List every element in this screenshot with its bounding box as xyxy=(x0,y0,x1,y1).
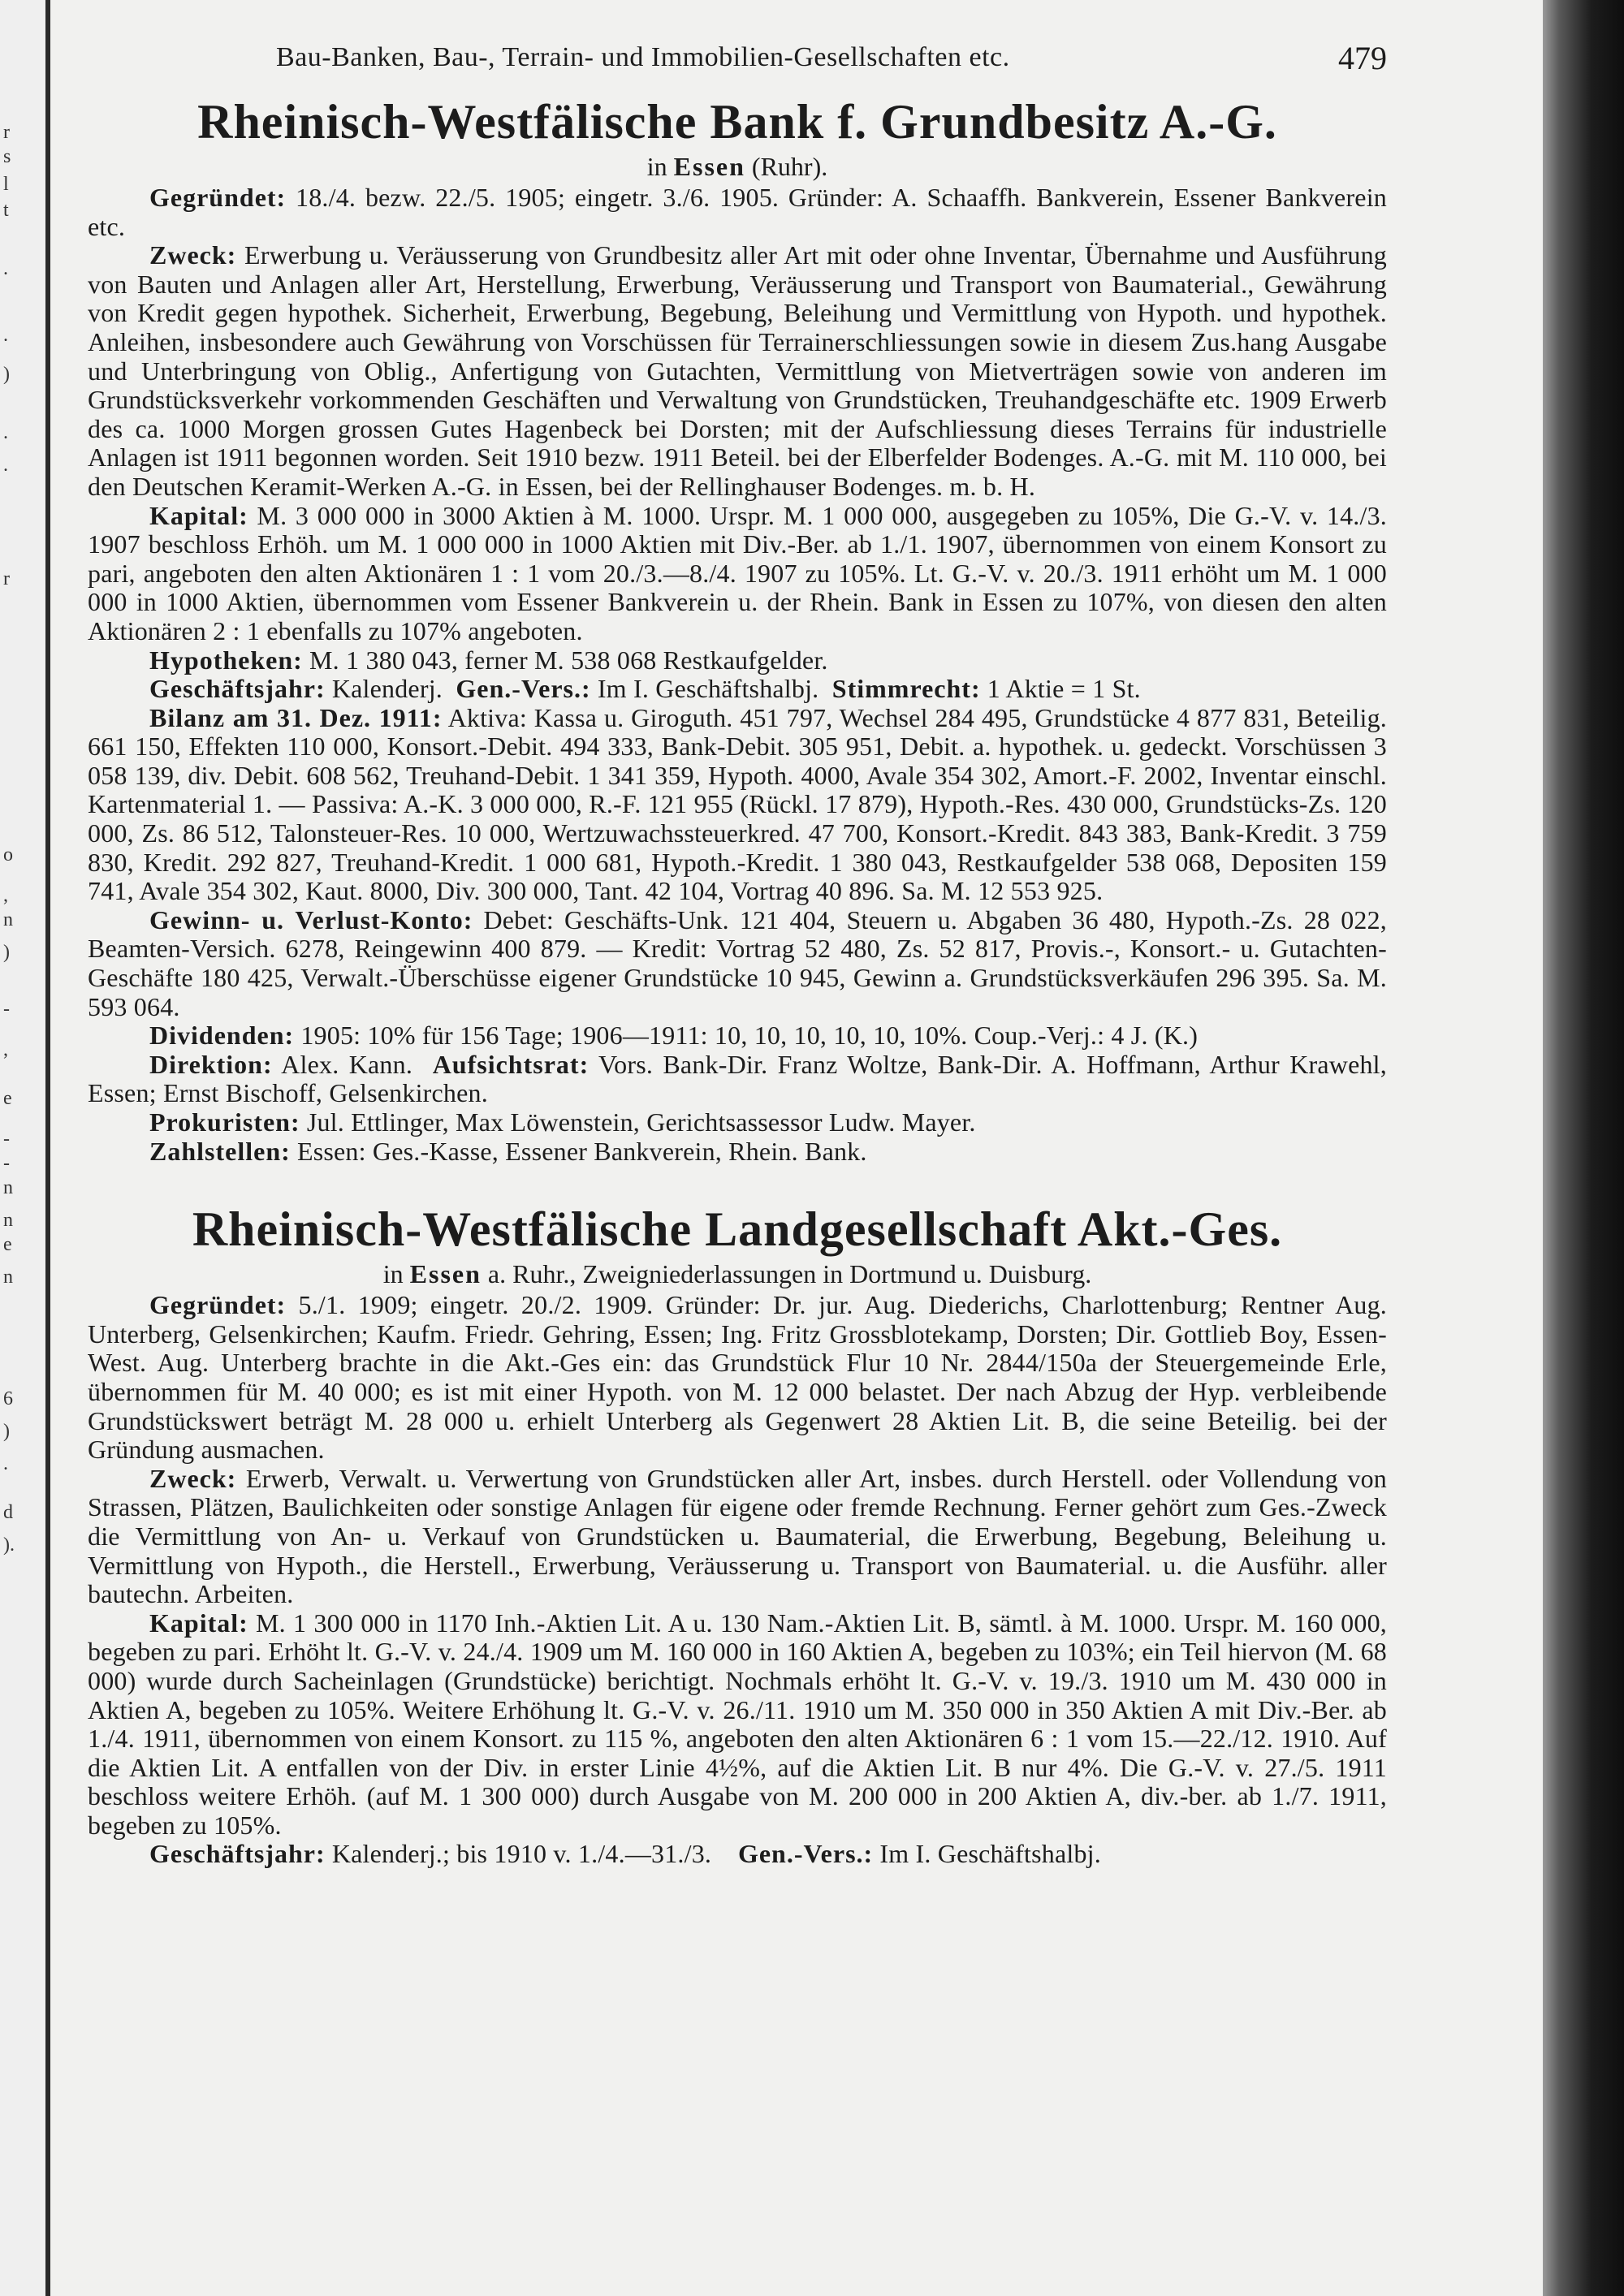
entry-text: M. 3 000 000 in 3000 Aktien à M. 1000. Urspr. M. 1 000 000, ausgegeben zu 105%, Die G.-V. v. 14./3. 1907 beschloss Erhöh. um M. 1 000 000 in 1000 Aktien mit Div.-Ber. ab 1./1. 1907, übernommen von einem Konsort zu pari, angeboten den alten Aktionären 1 : 1 vom 20./3.—8./4. 1907 zu 105%. Lt. G.-V. v. 20./3. 1911 erhöht um M. 1 000 000 in 1000 Aktien, übernommen vom Essener Bankverein u. der Rhein. Bank in Essen zu 107%, von diesen den alten Aktionären 2 : 1 ebenfalls zu 107% angeboten. xyxy=(88,500,1387,645)
entry-text: M. 1 300 000 in 1170 Inh.-Aktien Lit. A u. 130 Nam.-Aktien Lit. B, sämtl. à M. 1000. Urspr. M. 160 000, begeben zu pari. Erhöht lt. G.-V. v. 24./4. 1909 um M. 160 000 in 160 Aktien A, begeben zu 103%; ein Teil hiervon (M. 68 000) wurde durch Sacheinlagen (Grundstücke) berichtigt. Nochmals erhöht lt. G.-V. v. 19./3. 1910 um M. 430 000 in Aktien A, begeben zu 105%. Weitere Erhöhung lt. G.-V. v. 26./11. 1910 um M. 350 000 in 350 Aktien A mit Div.-Ber. ab 1./4. 1911, übernommen von einem Konsort. zu 115 %, angeboten den alten Aktionären 6 : 1 vom 15.—22./12. 1910. Auf die Aktien Lit. A entfallen von der Div. in erster Linie 4½%, auf die Aktien Lit. B nur 4%. Die G.-V. v. 27./5. 1911 beschloss weitere Erhöh. (auf M. 1 300 000) durch Ausgabe von M. 200 000 in 200 Aktien A, div.-ber. ab 1./7. 1911, begeben zu 105%. xyxy=(88,1608,1387,1840)
entry-text: Kalenderj. xyxy=(325,674,443,704)
entry-dividenden xyxy=(88,1021,1387,1051)
margin-fragment: , xyxy=(3,885,8,906)
entry-label: Geschäftsjahr: xyxy=(149,674,326,704)
entry-kapital xyxy=(88,502,1387,646)
entry-gewinn-verlust xyxy=(88,906,1387,1021)
margin-fragment: e xyxy=(3,1088,12,1109)
company-location xyxy=(88,1258,1387,1289)
margin-fragment: . xyxy=(3,1453,8,1474)
entry-bilanz xyxy=(88,704,1387,906)
entry-text: Aktiva: Kassa u. Giroguth. 451 797, Wechsel 284 495, Grundstücke 4 877 831, Beteilig. 661 150, Effekten 110 000, Konsort.-Debit. 494 333, Bank-Debit. 305 951, Debit. a. hypothek. u. gedeckt. Vorschüssen 3 058 139, div. Debit. 608 562, Treuhand-Debit. 1 341 359, Hypoth. 4000, Avale 354 302, Amort.-F. 2002, Inventar einschl. Kartenmaterial 1. — Passiva: A.-K. 3 000 000, R.-F. 121 955 (Rückl. 17 879), Hypoth.-Res. 430 000, Grundstücks-Zs. 120 000, Zs. 86 512, Talonsteuer-Res. 10 000, Wertzuwachssteuerkred. 47 700, Konsort.-Kredit. 843 383, Bank-Kredit. 3 759 830, Kredit. 292 827, Treuhand-Kredit. 1 000 681, Hypoth.-Kredit. 1 380 043, Restkaufgelder 538 068, Depositen 159 741, Avale 354 302, Kaut. 8000, Div. 300 000, Tant. 42 104, Vortrag 40 896. Sa. M. 12 553 925. xyxy=(88,702,1388,906)
margin-fragment: - xyxy=(3,999,10,1020)
entry-gegruendet xyxy=(88,1291,1387,1465)
margin-fragment: n xyxy=(3,1210,13,1231)
entry-text: Vors. Bank-Dir. Franz Woltze, Bank-Dir. A. Hoffmann, Arthur Krawehl, Essen; Ernst Bischoff, Gelsenkirchen. xyxy=(88,1049,1387,1108)
entry-gegruendet xyxy=(88,183,1387,241)
margin-fragment: e xyxy=(3,1234,12,1255)
entry-text: M. 1 380 043, ferner M. 538 068 Restkaufgelder. xyxy=(302,645,828,675)
margin-fragment: d xyxy=(3,1502,13,1523)
location-suffix: (Ruhr). xyxy=(745,152,828,181)
book-gutter-shadow xyxy=(1543,0,1624,2296)
entry-label: Geschäftsjahr: xyxy=(149,1839,326,1869)
entry-text: 1905: 10% für 156 Tage; 1906—1911: 10, 10, 10, 10, 10, 10%. Coup.-Verj.: 4 J. (K.) xyxy=(294,1021,1199,1051)
entry-label: Direktion: xyxy=(149,1049,273,1079)
company-entry-2 xyxy=(88,1200,1387,1869)
margin-fragment: . xyxy=(3,258,8,279)
book-page xyxy=(50,0,1543,2296)
entry-label: Kapital: xyxy=(149,1608,248,1638)
entry-direktion xyxy=(88,1051,1387,1108)
entry-label: Bilanz am 31. Dez. 1911: xyxy=(149,702,443,732)
entry-text: Erwerb, Verwalt. u. Verwertung von Grundstücken aller Art, insbes. durch Herstell. oder Vollendung von Strassen, Plätzen, Baulichkeiten oder sonstige Anlagen für eigene oder fremde Rechnung. Ferner gehört zum Ges.-Zweck die Vermittlung von An- u. Verkauf von Grundstücken u. Baumaterial, die Erwerbung, Begebung, Beleihung u. Vermittlung von Hypoth., die Herstell., Erwerbung, Veräusserung u. Transport von Baumaterial. u. die Ausführ. aller bautechn. Arbeiten. xyxy=(88,1463,1387,1609)
entry-label: Prokuristen: xyxy=(149,1107,300,1137)
location-prefix: in xyxy=(646,152,674,181)
entry-label: Zahlstellen: xyxy=(149,1136,291,1166)
company-entry-1 xyxy=(88,93,1387,1166)
entry-text: Im I. Geschäftshalbj. xyxy=(873,1839,1101,1869)
location-prefix: in xyxy=(382,1259,410,1289)
entry-text: 1 Aktie = 1 St. xyxy=(980,674,1141,704)
margin-fragment: r xyxy=(3,568,10,589)
margin-fragment: r xyxy=(3,122,10,143)
location-city: Essen xyxy=(409,1259,482,1289)
margin-fragment: l xyxy=(3,174,9,195)
entry-prokuristen xyxy=(88,1108,1387,1137)
entry-label: Gen.-Vers.: xyxy=(737,1839,874,1869)
entry-geschaeftsjahr xyxy=(88,675,1387,704)
margin-fragment: n xyxy=(3,1267,13,1288)
margin-fragment: ). xyxy=(3,1534,15,1556)
location-city: Essen xyxy=(673,152,745,181)
entry-geschaeftsjahr xyxy=(88,1840,1387,1869)
margin-fragment: ) xyxy=(3,1421,10,1442)
entry-label: Aufsichtsrat: xyxy=(432,1049,590,1079)
entry-hypotheken xyxy=(88,646,1387,675)
margin-fragment: 6 xyxy=(3,1388,13,1409)
page-content xyxy=(88,36,1387,1869)
entry-kapital xyxy=(88,1609,1387,1841)
running-head xyxy=(88,36,1387,75)
entry-text: 18./4. bezw. 22./5. 1905; eingetr. 3./6. 1905. Gründer: A. Schaaffh. Bankverein, Essener Bankverein etc. xyxy=(88,183,1387,241)
margin-fragment: . xyxy=(3,455,8,476)
entry-zweck xyxy=(88,1465,1387,1609)
entry-label: Gegründet: xyxy=(149,183,287,212)
entry-label: Zweck: xyxy=(149,1463,237,1493)
adjacent-page-margin xyxy=(0,0,50,2296)
margin-fragment: n xyxy=(3,1177,13,1198)
entry-zahlstellen xyxy=(88,1137,1387,1167)
margin-fragment: - xyxy=(3,1153,10,1174)
margin-fragment: . xyxy=(3,325,8,346)
entry-text: Im I. Geschäftshalbj. xyxy=(590,674,819,704)
entry-text: Essen: Ges.-Kasse, Essener Bankverein, Rhein. Bank. xyxy=(290,1136,867,1166)
entry-label: Gegründet: xyxy=(149,1290,287,1320)
entry-label: Dividenden: xyxy=(149,1021,295,1051)
company-title: Rheinisch-Westfälische Landgesellschaft Akt.-Ges. xyxy=(192,1202,1283,1257)
margin-fragment: ) xyxy=(3,364,10,385)
company-location xyxy=(88,151,1387,182)
running-head-title: Bau-Banken, Bau-, Terrain- und Immobilien-Gesellschaften etc. xyxy=(276,42,1010,72)
entry-text: Erwerbung u. Veräusserung von Grundbesitz aller Art mit oder ohne Inventar, Übernahme und Ausführung von Bauten und Anlagen aller Art, Herstellung, Erwerbung, Veräusserung und Transport von Baumaterial., Gewährung von Kredit gegen hypothek. Sicherheit, Erwerbung, Begebung, Beleihung und Vermittlung von Hypoth. und hypothek. Anleihen, insbesondere auch Gewährung von Vorschüssen für Terrainerschliessungen sowie in diesem Zus.hang Ausgabe und Unterbringung von Oblig., Anfertigung von Gutachten, Vermittlung von Mietverträgen sowie von anderen im Grundstücksverkehr vorkommenden Geschäften und Verwaltung von Grundstücken, Treuhandgeschäfte etc. 1909 Erwerb des ca. 1000 Morgen grossen Gutes Hagenbeck bei Dorsten; mit der Aufschliessung dieses Terrains für industrielle Anlagen ist 1911 begonnen worden. Seit 1910 bezw. 1911 Beteil. bei der Elberfelder Bodenges. A.-G. mit M. 110 000, bei den Deutschen Keramit-Werken A.-G. in Essen, bei der Rellinghauser Bodenges. m. b. H. xyxy=(88,240,1387,501)
entry-text: Debet: Geschäfts-Unk. 121 404, Steuern u. Abgaben 36 480, Hypoth.-Zs. 28 022, Beamten-Versich. 6278, Reingewinn 400 879. — Kredit: Vortrag 52 480, Zs. 52 817, Provis.-, Konsort.- u. Gutachten-Geschäfte 180 425, Verwalt.-Überschüsse eigener Grundstücke 10 945, Gewinn a. Grundstücksverkäufen 296 395. Sa. M. 593 064. xyxy=(88,904,1387,1021)
company-title: Rheinisch-Westfälische Bank f. Grundbesitz A.-G. xyxy=(197,95,1277,149)
margin-fragment: t xyxy=(3,200,9,221)
page-number: 479 xyxy=(1338,40,1387,76)
entry-label: Hypotheken: xyxy=(149,645,303,675)
margin-fragment: ) xyxy=(3,942,10,963)
entry-label: Zweck: xyxy=(149,240,237,270)
entry-text: Kalenderj.; bis 1910 v. 1./4.—31./3. xyxy=(325,1839,712,1869)
margin-fragment: . xyxy=(3,422,8,443)
entry-text: Alex. Kann. xyxy=(272,1049,413,1079)
entry-label: Stimmrecht: xyxy=(831,674,981,704)
margin-fragment: o xyxy=(3,844,13,865)
entry-zweck xyxy=(88,241,1387,501)
entry-label: Gewinn- u. Verlust-Konto: xyxy=(149,904,473,934)
margin-fragment: n xyxy=(3,909,13,930)
margin-fragment: s xyxy=(3,146,11,167)
entry-text: Jul. Ettlinger, Max Löwenstein, Gerichtsassessor Ludw. Mayer. xyxy=(300,1107,976,1137)
entry-label: Kapital: xyxy=(149,500,248,530)
margin-fragment: , xyxy=(3,1039,8,1060)
entry-label: Gen.-Vers.: xyxy=(456,674,591,704)
location-suffix: a. Ruhr., Zweigniederlassungen in Dortmund u. Duisburg. xyxy=(481,1259,1092,1289)
entry-text: 5./1. 1909; eingetr. 20./2. 1909. Gründer: Dr. jur. Aug. Diederichs, Charlottenburg; Rentner Aug. Unterberg, Gelsenkirchen; Kaufm. Friedr. Gehring, Essen; Ing. Fritz Grossblotekamp, Dorsten; Dir. Gottlieb Boy, Essen-West. Aug. Unterberg brachte in die Akt.-Ges ein: das Grundstück Flur 10 Nr. 2844/150a der Steuergemeinde Erle, übernommen für M. 40 000; es ist mit einer Hypoth. von M. 12 000 belastet. Der nach Abzug der Hyp. verbleibende Grundstückswert beträgt M. 28 000 u. erhielt Unterberg als Gegenwert 28 Aktien Lit. B, die seine Beteilig. bei der Gründung ausmachen. xyxy=(88,1290,1387,1465)
margin-fragment: - xyxy=(3,1129,10,1150)
